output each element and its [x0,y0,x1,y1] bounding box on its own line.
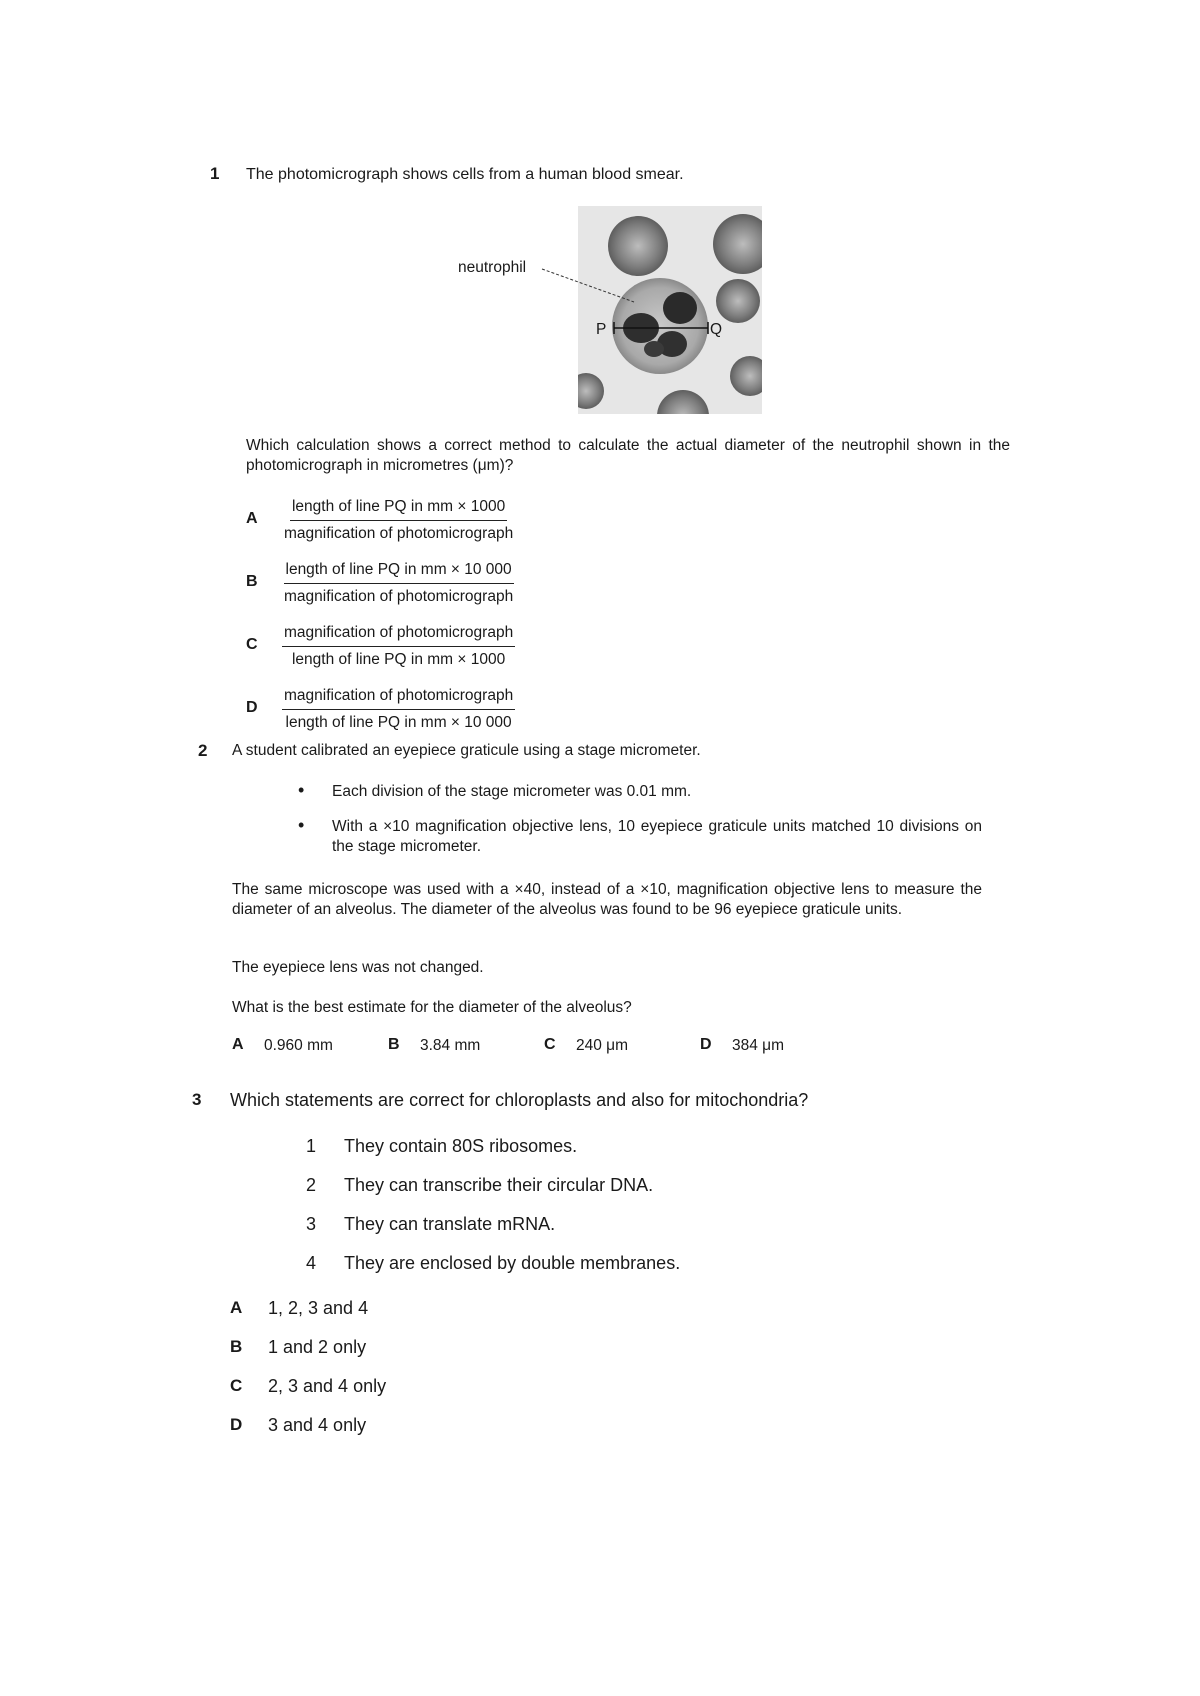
q1-option-b-fraction[interactable] [282,560,515,607]
q2-option-c-text[interactable]: 240 μm [576,1037,629,1054]
q3-number: 3 [192,1090,202,1109]
q2-para-1: The same microscope was used with a ×40, instead of a ×10, magnification objective lens to measure the diameter of an alveolus. The diameter of the alveolus was found to be 96 eyepiece graticule units. [232,881,982,918]
q3-option-c-text[interactable]: 2, 3 and 4 only [268,1376,387,1396]
q2-option-a-letter: A [232,1036,244,1053]
q1-option-a-denominator: magnification of photomicrograph [284,525,514,542]
label-q: Q [710,321,723,338]
q1-number: 1 [210,164,220,183]
q2-question: What is the best estimate for the diameter of the alveolus? [232,999,632,1016]
blood-smear-image [578,206,762,414]
red-blood-cell [716,279,760,323]
q2-option-d-letter: D [700,1036,712,1053]
bullet-icon: • [298,815,305,835]
q3-statement-1-number: 1 [306,1136,317,1156]
photomicrograph [578,206,762,414]
q1-option-a-fraction[interactable] [282,497,515,544]
q1-stem: The photomicrograph shows cells from a human blood smear. [246,166,684,183]
q1-option-d-numerator: magnification of photomicrograph [282,686,515,710]
neutrophil-leader-line [540,266,640,306]
q3-stem: Which statements are correct for chloroplasts and also for mitochondria? [230,1090,809,1110]
q1-option-d-letter: D [246,699,258,716]
q3-statement-1-text: They contain 80S ribosomes. [344,1136,578,1156]
q2-option-b-letter: B [388,1036,400,1053]
q3-statement-2-text: They can transcribe their circular DNA. [344,1175,654,1195]
q3-statement-4-number: 4 [306,1253,317,1273]
q3-option-d-letter: D [230,1415,243,1434]
nucleus-lobe [644,341,664,357]
q2-option-d-text[interactable]: 384 μm [732,1037,785,1054]
q1-option-c-numerator: magnification of photomicrograph [282,623,515,647]
q2-stem: A student calibrated an eyepiece graticule using a stage micrometer. [232,742,701,759]
q1-question: Which calculation shows a correct method to calculate the actual diameter of the neutrophil shown in the photomicrograph in micrometres (μm)? [246,437,1010,474]
q2-bullet-2: With a ×10 magnification objective lens, 10 eyepiece graticule units matched 10 divisions on the stage micrometer. [332,818,982,855]
q3-option-c-letter: C [230,1376,243,1395]
q1-option-b-letter: B [246,573,258,590]
q3-statement-3-text: They can translate mRNA. [344,1214,556,1234]
q1-option-a-letter: A [246,510,258,527]
q3-option-a-letter: A [230,1298,243,1317]
q3-option-d-text[interactable]: 3 and 4 only [268,1415,367,1435]
neutrophil-label: neutrophil [458,259,527,276]
q1-option-c-letter: C [246,636,258,653]
q2-number: 2 [198,741,208,760]
q3-option-a-text[interactable]: 1, 2, 3 and 4 [268,1298,369,1318]
q3-statement-2-number: 2 [306,1175,317,1195]
q1-option-a-numerator: length of line PQ in mm × 1000 [290,497,507,521]
q2-option-c-letter: C [544,1036,556,1053]
q2-para-2: The eyepiece lens was not changed. [232,959,484,976]
q2-bullet-1: Each division of the stage micrometer was 0.01 mm. [332,783,692,800]
q2-option-b-text[interactable]: 3.84 mm [420,1037,481,1054]
q1-option-c-denominator: length of line PQ in mm × 1000 [291,651,506,668]
q1-option-b-denominator: magnification of photomicrograph [284,588,514,605]
nucleus-lobe [663,292,697,324]
q1-option-d-denominator: length of line PQ in mm × 10 000 [285,714,512,731]
q3-statement-3-number: 3 [306,1214,317,1234]
q1-option-b-numerator: length of line PQ in mm × 10 000 [284,560,514,584]
q3-option-b-letter: B [230,1337,243,1356]
q2-option-a-text[interactable]: 0.960 mm [264,1037,333,1054]
q3-option-b-text[interactable]: 1 and 2 only [268,1337,367,1357]
q1-option-d-fraction[interactable] [282,686,515,733]
bullet-icon: • [298,780,305,800]
q1-option-c-fraction[interactable] [282,623,515,670]
q3-statement-4-text: They are enclosed by double membranes. [344,1253,681,1273]
label-p: P [596,321,607,338]
